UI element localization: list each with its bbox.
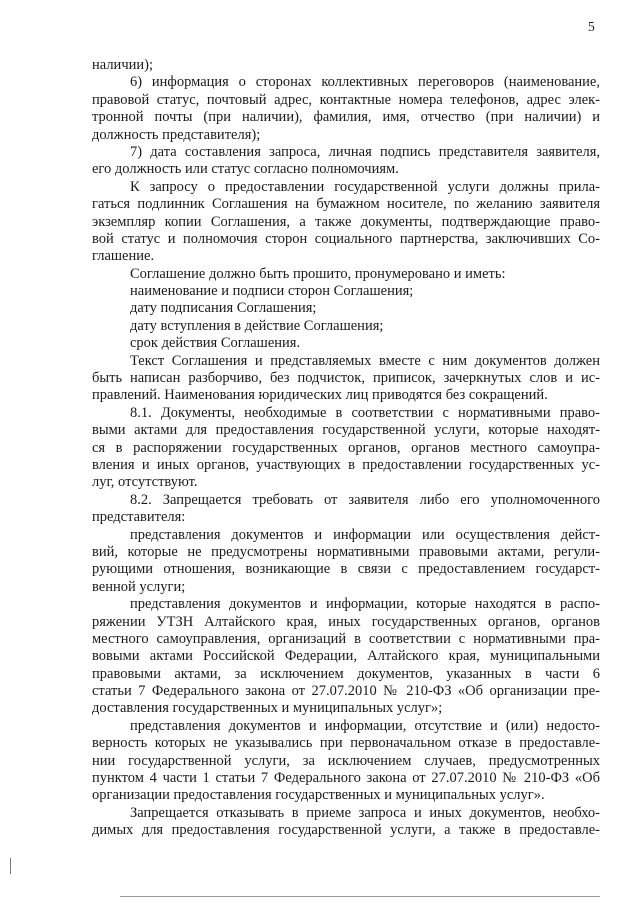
text-line: организации предоставления государственных и муниципальных услуг». bbox=[92, 787, 545, 804]
text-line: должность представителя); bbox=[92, 126, 261, 143]
text-line: правлений. Наименования юридических лиц приводятся без сокращений. bbox=[92, 387, 548, 404]
text-line: Запрещается отказывать в приеме запроса и иных документов, необхо- bbox=[130, 804, 600, 821]
text-line: дату вступления в действие Соглашения; bbox=[130, 317, 384, 334]
text-line: венной услуги; bbox=[92, 578, 186, 595]
text-line: 7) дата составления запроса, личная подпись представителя заявителя, bbox=[130, 143, 600, 160]
text-line: луг, отсутствуют. bbox=[92, 474, 198, 491]
text-line: 8.1. Документы, необходимые в соответствии с нормативными право- bbox=[130, 404, 600, 421]
text-line: ряжении УТЗН Алтайского края, иных государственных органов, органов bbox=[92, 613, 600, 630]
document-body bbox=[92, 57, 600, 840]
text-line: местного самоуправления, организаций в соответствии с нормативными пра- bbox=[92, 630, 600, 647]
text-line: наименование и подписи сторон Соглашения; bbox=[130, 283, 414, 300]
text-line: срок действия Соглашения. bbox=[130, 335, 301, 352]
text-line: ся в распоряжении государственных органов, органов местного самоупра- bbox=[92, 439, 600, 456]
text-line: пунктом 4 части 1 статьи 7 Федерального закона от 27.07.2010 № 210-ФЗ «Об bbox=[92, 770, 600, 787]
text-line: дату подписания Соглашения; bbox=[130, 300, 317, 317]
text-line: доставления государственных и муниципальных услуг»; bbox=[92, 700, 443, 717]
text-line: тронной почты (при наличии), фамилия, имя, отчество (при наличии) и bbox=[92, 109, 600, 126]
text-line: рующими отношения, возникающие в связи с предоставлением государст- bbox=[92, 561, 600, 578]
text-line: верность которых не указывались при первоначальном отказе в предоставле- bbox=[92, 735, 600, 752]
text-line: Соглашение должно быть прошито, пронумеровано и иметь: bbox=[130, 265, 506, 282]
text-line: вления и иных органов, участвующих в предоставлении государственных ус- bbox=[92, 456, 600, 473]
text-line: вовыми актами Российской Федерации, Алтайского края, муниципальными bbox=[92, 648, 600, 665]
text-line: Текст Соглашения и представляемых вместе с ним документов должен bbox=[130, 352, 600, 369]
text-line: глашение. bbox=[92, 248, 155, 265]
text-line: нии государственной услуги, за исключением случаев, предусмотренных bbox=[92, 752, 600, 769]
page-bottom-rule bbox=[120, 896, 600, 897]
text-line: его должность или статус согласно полномочиям. bbox=[92, 161, 399, 178]
text-line: гаться подлинник Соглашения на бумажном носителе, по желанию заявителя bbox=[92, 196, 600, 213]
text-line: наличии); bbox=[92, 57, 153, 73]
text-line: правовой статус, почтовый адрес, контактные номера телефонов, адрес элек- bbox=[92, 91, 600, 108]
text-line: правовыми актами, за исключением документов, указанных в части 6 bbox=[92, 665, 600, 682]
text-line: представителя: bbox=[92, 509, 186, 526]
text-line: представления документов и информации, отсутствие и (или) недосто- bbox=[130, 717, 600, 734]
text-line: статьи 7 Федерального закона от 27.07.2010 № 210-ФЗ «Об организации пре- bbox=[92, 683, 600, 700]
text-line: 8.2. Запрещается требовать от заявителя либо его уполномоченного bbox=[130, 491, 600, 508]
text-line: димых для предоставления государственной услуги, а также в предоставле- bbox=[92, 822, 600, 839]
text-line: представления документов и информации или осуществления дейст- bbox=[130, 526, 600, 543]
text-line: выми актами для предоставления государственной услуги, которые находят- bbox=[92, 422, 600, 439]
text-line: быть написан разборчиво, без подчисток, приписок, зачеркнутых слов и ис- bbox=[92, 370, 600, 387]
text-line: 6) информация о сторонах коллективных переговоров (наименование, bbox=[130, 74, 600, 91]
text-line: представления документов и информации, которые находятся в распо- bbox=[130, 596, 600, 613]
text-line: экземпляр копии Соглашения, а также документы, подтверждающие право- bbox=[92, 213, 600, 230]
text-line: К запросу о предоставлении государственной услуги должны прила- bbox=[130, 178, 600, 195]
page-number: 5 bbox=[588, 19, 595, 34]
text-line: вой статус и полномочия сторон социального партнерства, заключивших Со- bbox=[92, 230, 600, 247]
text-line: вий, которые не предусмотрены нормативными правовыми актами, регули- bbox=[92, 543, 600, 560]
scan-margin-mark bbox=[10, 858, 11, 874]
